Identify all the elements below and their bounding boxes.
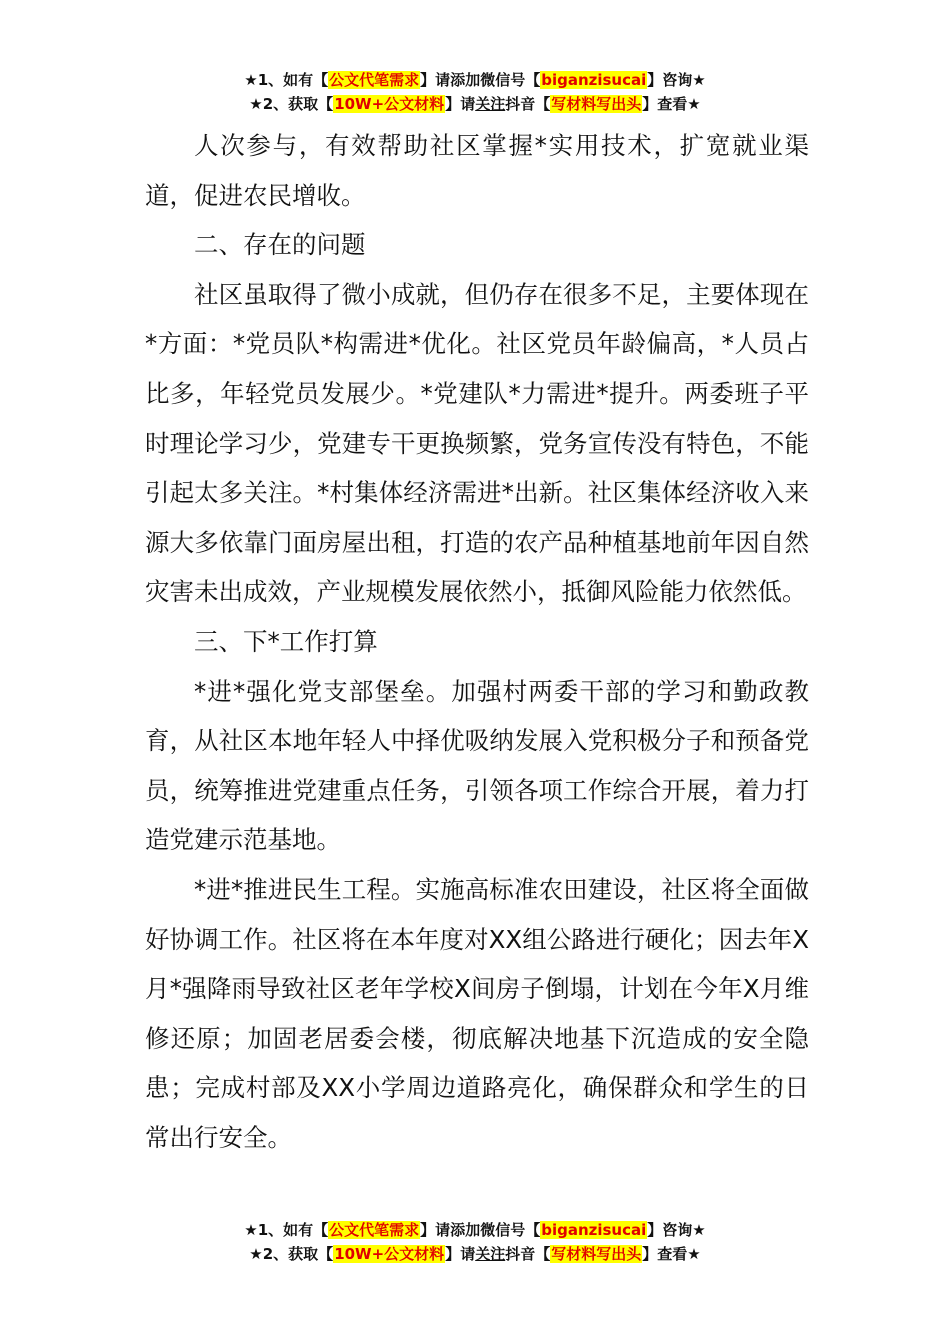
paragraph-livelihood: *进*推进民生工程。实施高标准农田建设，社区将全面做好协调工作。社区将在本年度对XX组公路进行硬化；因去年X月*强降雨导致社区老年学校X间房子倒塌，计划在今年X月维修还原；加固老居委会楼，彻底解决地基下沉造成的安全隐患；完成村部及XX小学周边道路亮化，确保群众和学生的日常出行安全。 — [145, 874, 809, 1152]
promo-highlight-service: 公文代笔需求 — [329, 1221, 420, 1239]
promo-line-2: ★2、获取【10W+公文材料】请关注抖音【写材料写出头】查看★ — [249, 95, 701, 113]
section-heading-problems: 二、存在的问题 — [194, 230, 366, 260]
promo-highlight-douyin: 写材料写出头 — [551, 95, 642, 113]
paragraph-continuation: 人次参与，有效帮助社区掌握*实用技术，扩宽就业渠道，促进农民增收。 — [145, 131, 809, 210]
paragraph-party-building: *进*强化党支部堡垒。加强村两委干部的学习和勤政教育，从社区本地年轻人中择优吸纳发展入党积极分子和预备党员，统筹推进党建重点任务，引领各项工作综合开展，着力打造党建示范基地。 — [145, 676, 809, 855]
promo-highlight-materials: 10W+公文材料 — [334, 1245, 445, 1263]
promo-line-1: ★1、如有【公文代笔需求】请添加微信号【biganzisucai】咨询★ — [244, 1221, 706, 1239]
footer-promo-banner — [0, 1218, 950, 1266]
promo-highlight-service: 公文代笔需求 — [329, 71, 420, 89]
promo-highlight-wechat: biganzisucai — [541, 1221, 647, 1239]
promo-highlight-materials: 10W+公文材料 — [334, 95, 445, 113]
header-promo-banner — [0, 68, 950, 116]
promo-highlight-wechat: biganzisucai — [541, 71, 647, 89]
promo-highlight-douyin: 写材料写出头 — [551, 1245, 642, 1263]
section-heading-plans: 三、下*工作打算 — [194, 626, 378, 656]
paragraph-problems: 社区虽取得了微小成就，但仍存在很多不足，主要体现在*方面：*党员队*构需进*优化。社区党员年龄偏高，*人员占比多，年轻党员发展少。*党建队*力需进*提升。两委班子平时理论学习少，党建专干更换频繁，党务宣传没有特色，不能引起太多关注。*村集体经济需进*出新。社区集体经济收入来源大多依靠门面房屋出租，打造的农产品种植基地前年因自然灾害未出成效，产业规模发展依然小，抵御风险能力依然低。 — [145, 279, 809, 607]
promo-line-1: ★1、如有【公文代笔需求】请添加微信号【biganzisucai】咨询★ — [244, 71, 706, 89]
document-body — [145, 121, 809, 1162]
promo-line-2: ★2、获取【10W+公文材料】请关注抖音【写材料写出头】查看★ — [249, 1245, 701, 1263]
